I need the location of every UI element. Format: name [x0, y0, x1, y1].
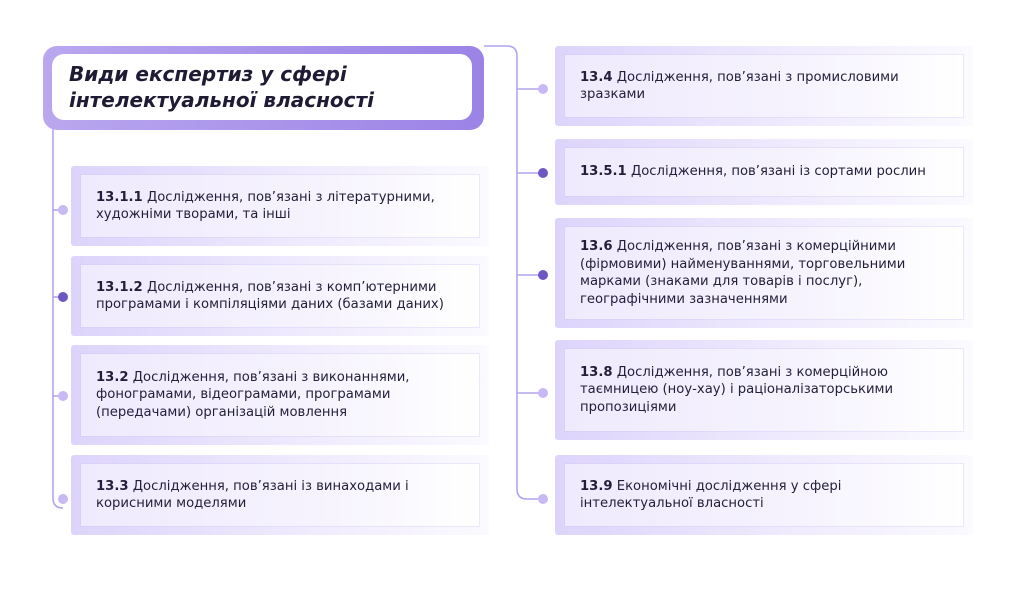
diagram-title: Види експертиз у сфері інтелектуальної власності [69, 62, 374, 112]
card-text: Дослідження, пов’язані з комерційними (фірмовими) найменуваннями, торговельними марками (знаками для товарів і послуг), географічними зазначеннями [580, 239, 906, 307]
card-13-5-1 [555, 139, 973, 205]
card-text: Дослідження, пов’язані із винаходами і корисними моделями [96, 478, 409, 511]
card-text: Дослідження, пов’язані з комп’ютерними програмами і компіляціями даних (базами даних) [96, 279, 444, 312]
card-13-9 [555, 455, 973, 535]
right-spine-line [484, 46, 543, 499]
card-text: Дослідження, пов’язані із сортами рослин [630, 164, 926, 180]
connector-dot [58, 292, 68, 302]
connector-dot [58, 391, 68, 401]
card-code: 13.1.2 [96, 279, 143, 295]
card-text: Дослідження, пов’язані з промисловими зразками [580, 69, 899, 102]
connector-dot [538, 270, 548, 280]
card-code: 13.8 [580, 364, 613, 380]
card-code: 13.6 [580, 239, 613, 254]
connector-dot [538, 168, 548, 178]
title-inner [52, 54, 472, 120]
card-13-8 [555, 340, 973, 440]
card-text: Дослідження, пов’язані з комерційною таємницею (ноу-хау) і раціоналізаторськими пропозиціями [580, 364, 894, 415]
card-13-6 [555, 218, 973, 328]
card-13-2 [71, 345, 489, 445]
card-code: 13.3 [96, 478, 129, 494]
card-text: Дослідження, пов’язані з виконаннями, фонограмами, відеограмами, програмами (передачами) організацій мовлення [96, 369, 410, 420]
connector-dot [538, 84, 548, 94]
card-code: 13.4 [580, 69, 613, 85]
card-code: 13.5.1 [580, 164, 627, 180]
connector-dot [58, 494, 68, 504]
connector-dot [58, 205, 68, 215]
card-13-3 [71, 455, 489, 535]
left-spine-line [53, 120, 63, 508]
card-code: 13.9 [580, 478, 613, 494]
connector-dot [538, 388, 548, 398]
card-13-1-2 [71, 256, 489, 336]
card-code: 13.1.1 [96, 189, 143, 205]
card-text: Економічні дослідження у сфері інтелектуальної власності [580, 478, 842, 511]
card-text: Дослідження, пов’язані з літературними, художніми творами, та інші [96, 189, 435, 222]
card-code: 13.2 [96, 369, 129, 385]
card-13-4 [555, 46, 973, 126]
card-13-1-1 [71, 166, 489, 246]
title-box [43, 46, 484, 130]
connector-dot [538, 494, 548, 504]
